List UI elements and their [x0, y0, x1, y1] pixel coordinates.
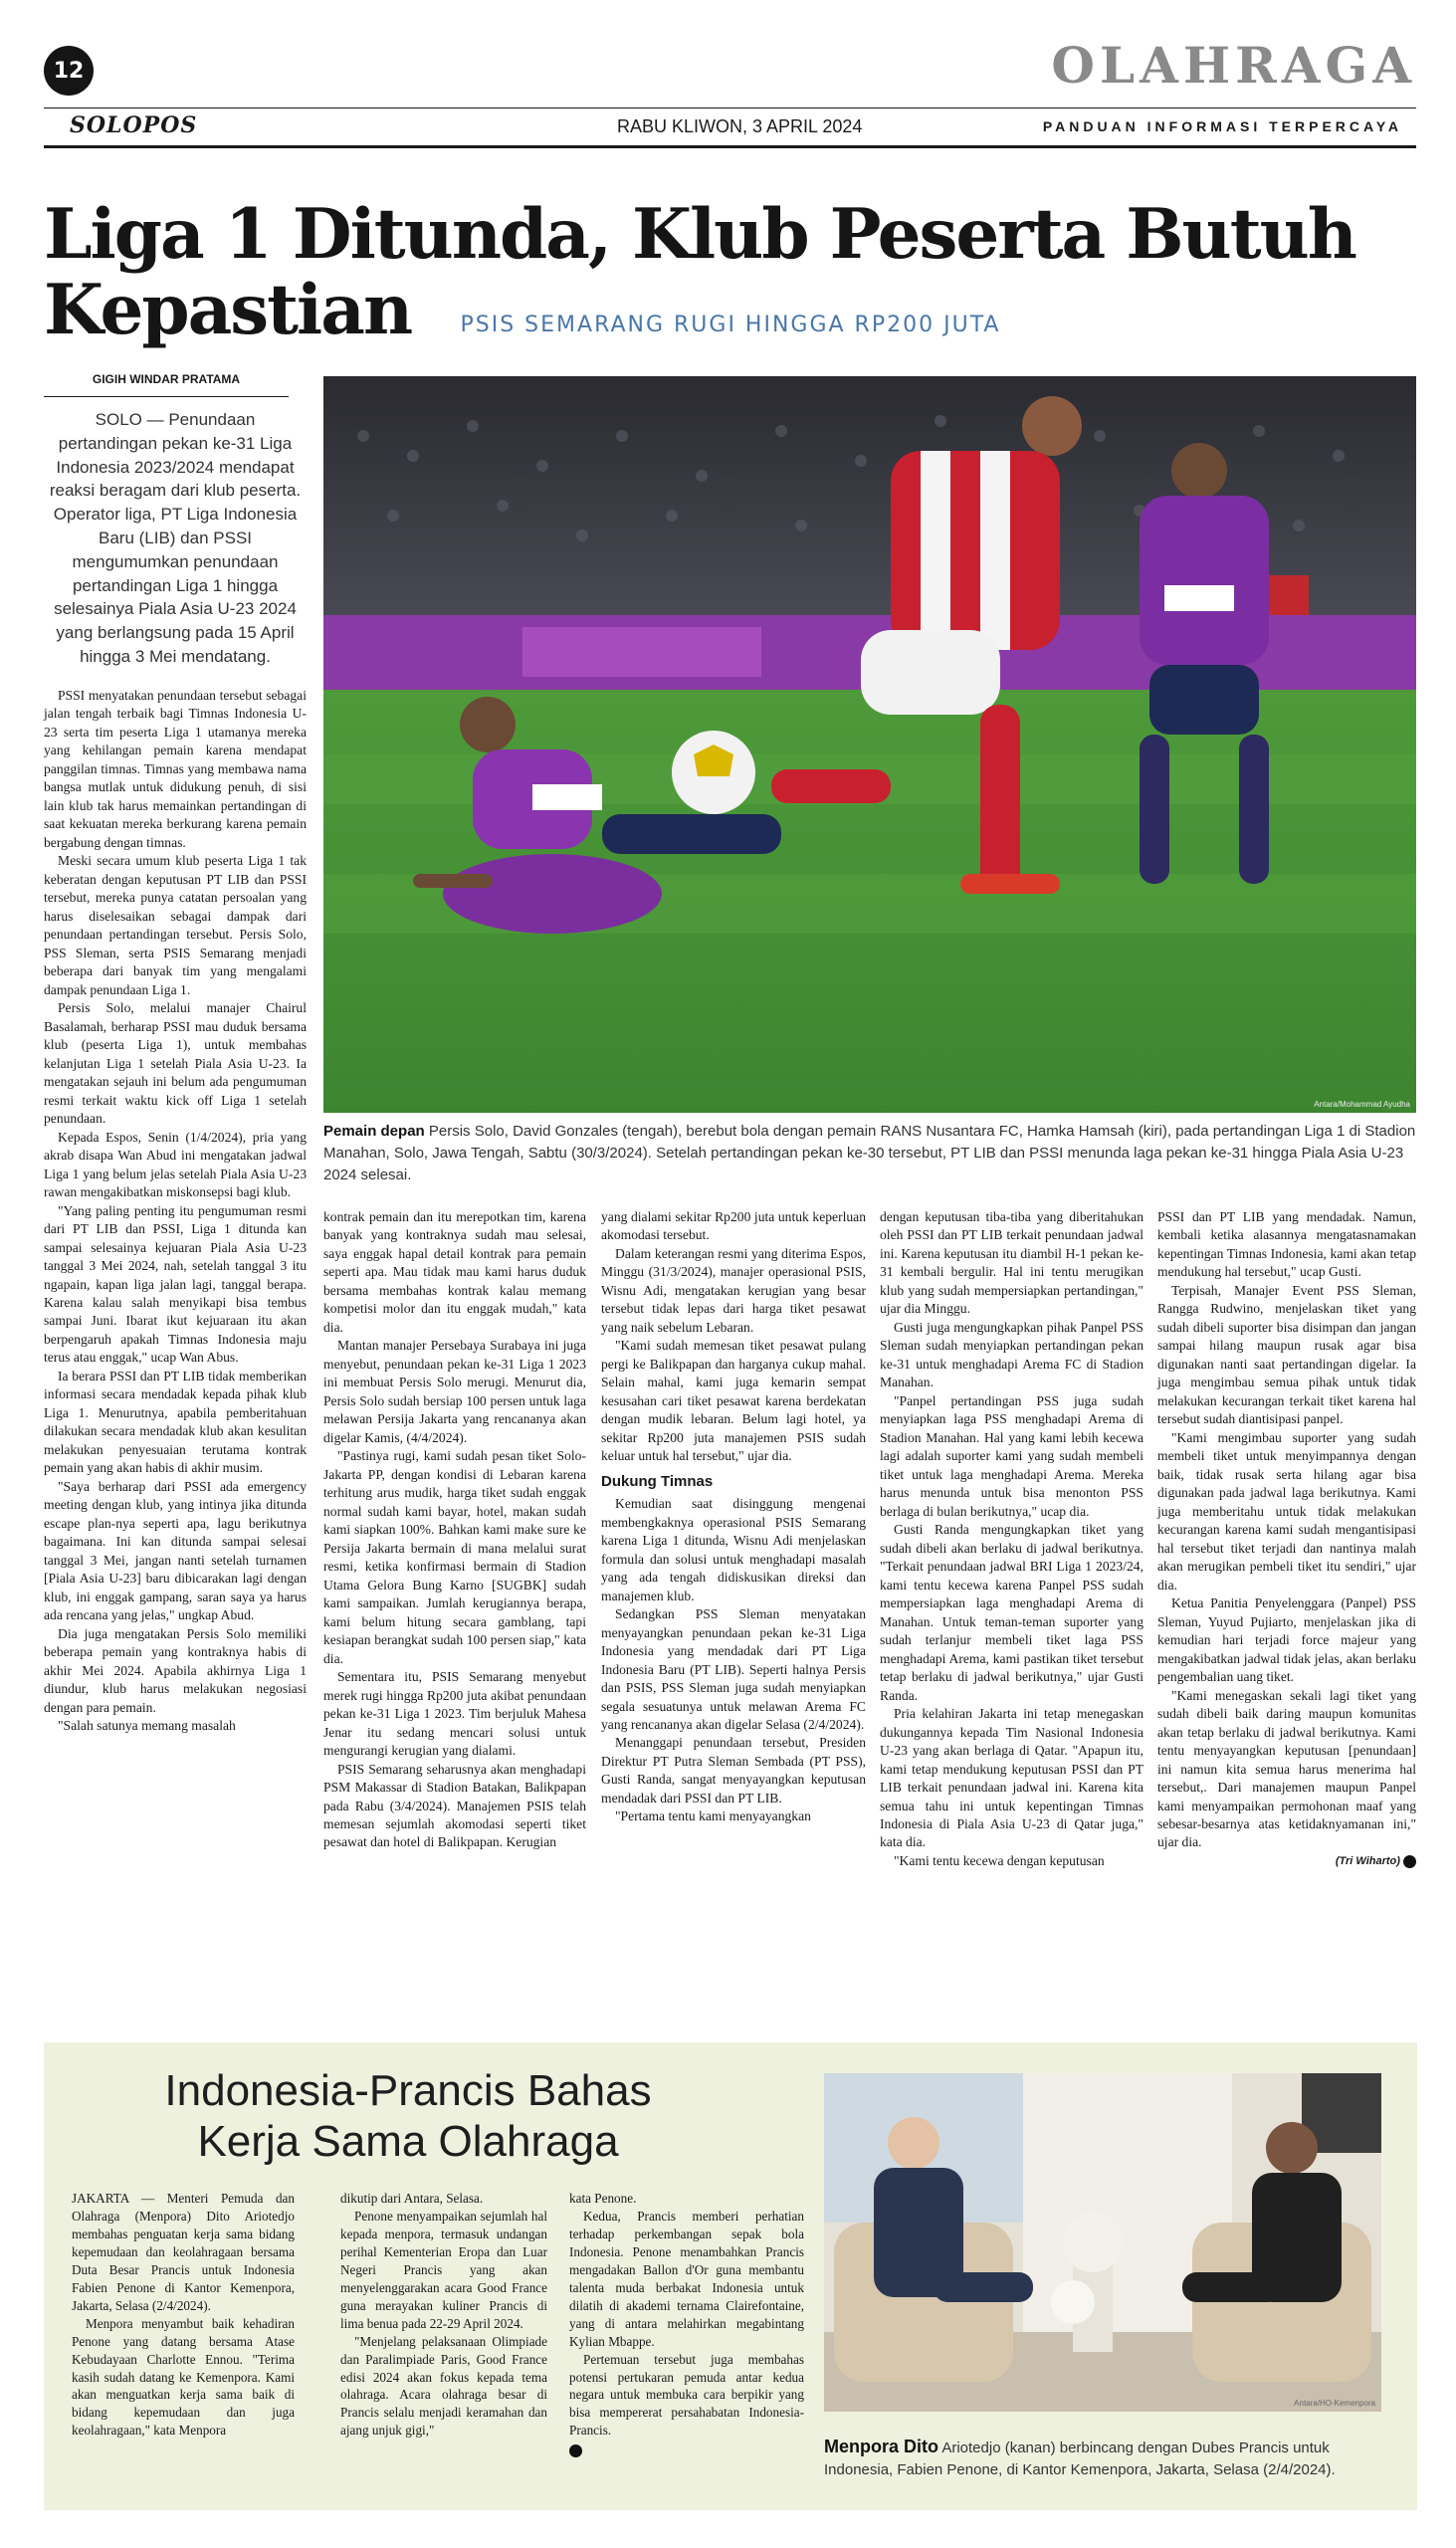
paragraph: "Kami tentu kecewa dengan keputusan	[894, 1852, 1105, 1868]
sidebar-column-1	[72, 2190, 295, 2440]
paragraph: Menpora menyambut baik kehadiran Penone yang datang bersama Atase Kebudayaan Charlotte Ennou. "Terima kasih sudah datang ke Kemenpora. Kami akan menguatkan kerja sama baik di bidang kepemudaan dan juga keolahragaan," kata Menpora	[72, 2315, 295, 2439]
paragraph: Kedua, Prancis memberi perhatian terhadap perkembangan sepak bola Indonesia. Penone menambahkan Prancis mengadakan Ballon d'Or guna membantu talenta muda berbakat Indonesia untuk dilatih di akademi ternama Clairefontaine, yang di antara melahirkan megabintang Kylian Mbappe.	[569, 2208, 804, 2349]
section-title: OLAHRAGA	[1051, 36, 1416, 95]
article-column-2	[323, 1208, 586, 1852]
sidebar-caption	[824, 2435, 1391, 2480]
paragraph: Gusti Randa mengungkapkan tiket yang sudah dibeli akan berlaku di jadwal berikutnya. "Terkait penundaan jadwal BRI Liga 1 2023/24, kami tentu kecewa karena Panpel PSS sudah mempersiapkan laga menghadapi Arema di Manahan. Untuk teman-teman suporter yang sudah terlanjur membeli tiket laga PSS menghadapi Arema, kami pastikan tiket tersebut tetap berlaku di jadwal berikutnya," ujar Gusti Randa.	[880, 1522, 1144, 1703]
sidebar-column-2	[340, 2190, 547, 2440]
paragraph: kata Penone.	[569, 2191, 637, 2206]
paragraph: Gusti juga mengungkapkan pihak Panpel PSS Sleman sudah menyiapkan pertandingan pekan ke-31 untuk menghadapi Arema FC di Stadion Manahan.	[880, 1319, 1144, 1390]
sidebar-photo-credit: Antara/HO-Kemenpora	[1294, 2399, 1375, 2408]
article-column-4	[880, 1208, 1144, 1870]
photo-credit: Antara/Mohammad Ayudha	[1314, 1100, 1410, 1109]
end-mark-icon	[569, 2444, 582, 2457]
paragraph: "Pertama tentu kami menyayangkan	[615, 1808, 811, 1824]
paragraph: Dia juga mengatakan Persis Solo memiliki beberapa pemain yang kontraknya habis di akhir Mei 2024. Apabila akhirnya Liga 1 diundur, klub harus melakukan negosiasi dengan para pemain.	[44, 1625, 307, 1715]
paragraph: Menanggapi penundaan tersebut, Presiden Direktur PT Putra Sleman Sembada (PT PSS), Gusti Randa, sangat menyayangkan keputusan mendadak dari PSSI dan PT LIB.	[601, 1735, 866, 1805]
article-headline: Liga 1 Ditunda, Klub Peserta Butuh Kepastian	[44, 194, 1355, 350]
paragraph: Pertemuan tersebut juga membahas potensi pertukaran pemuda antar kedua negara untuk membuka cara berpikir yang bisa mempererat persahabatan Indonesia-Prancis.	[569, 2351, 804, 2439]
caption-title: Pemain depan	[323, 1123, 425, 1140]
paragraph: Meski secara umum klub peserta Liga 1 tak keberatan dengan keputusan PT LIB dan PSSI tersebut, mereka punya catatan persoalan yang harus diselesaikan sebagai dampak dari penundaan pertandingan tersebut. Persis Solo, PSS Sleman, serta PSIS Semarang menjadi beberapa dari banyak tim yang mengalami dampak penundaan Liga 1.	[44, 853, 307, 997]
byline: GIGIH WINDAR PRATAMA	[92, 372, 241, 386]
paragraph: Terpisah, Manajer Event PSS Sleman, Rangga Rudwino, menjelaskan tiket yang sudah dibeli suporter bisa disimpan dan jangan sampai hilang maupun rusak agar bisa digunakan nanti saat pertandingan digelar. Ia juga mengimbau semua pihak untuk tidak melakukan kecurangan terkait tiket karena hal tersebut sudah diantisipasi panpel.	[1157, 1282, 1416, 1427]
paragraph: dikutip dari Antara, Selasa.	[340, 2191, 484, 2206]
paragraph: "Salah satunya memang masalah	[58, 1718, 236, 1734]
paragraph: PSSI menyatakan penundaan tersebut sebagai jalan tengah terbaik bagi Timnas Indonesia U-23 serta tim peserta Liga 1 utamanya mereka yang kehilangan pemain karena mendapat panggilan timnas. Timnas yang membawa nama bangsa mutlak untuk didukung penuh, di sisi lain klub tak harus memainkan pertandingan di saat kekuatan mereka berkurang karena pemain bergabung dengan timnas.	[44, 688, 307, 850]
sidebar-column-3	[569, 2190, 804, 2457]
signoff	[1157, 1854, 1416, 1869]
caption-text: Persis Solo, David Gonzales (tengah), berebut bola dengan pemain RANS Nusantara FC, Hamka Hamsah (kiri), pada pertandingan Liga 1 di Stadion Manahan, Solo, Jawa Tengah, Sabtu (30/3/2024). Setelah pertandingan pekan ke-30 tersebut, PT LIB dan PSSI menunda laga pekan ke-31 hingga Piala Asia U-23 2024 selesai.	[323, 1123, 1416, 1183]
paragraph: Pria kelahiran Jakarta ini tetap menegaskan dukungannya kepada Tim Nasional Indonesia U-23 yang akan berlaga di Qatar. "Apapun itu, kami tetap mendukung keputusan PSSI dan PT LIB terkait penundaan jadwal ini. Karena kita semua tahu ini untuk kepentingan Timnas Indonesia di Piala Asia U-23 di Qatar juga," kata dia.	[880, 1706, 1144, 1850]
paragraph: "Menjelang pelaksanaan Olimpiade dan Paralimpiade Paris, Good France edisi 2024 akan fokus kepada tema olahraga. Acara olahraga besar di Prancis selalu menjadi keramahan dan ajang unjuk gigi,"	[340, 2333, 547, 2439]
paragraph: Dalam keterangan resmi yang diterima Espos, Minggu (31/3/2024), manajer operasional PSIS, Wisnu Adi, mengatakan kerugian yang besar tersebut tidak lepas dari harga tiket pesawat yang naik sebelum Lebaran.	[601, 1245, 866, 1335]
newspaper-logo: SOLOPOS	[70, 112, 198, 138]
paragraph: JAKARTA — Menteri Pemuda dan Olahraga (Menpora) Dito Ariotedjo membahas penguatan kerja sama bidang kepemudaan dan keolahragaan bersama Duta Besar Prancis untuk Indonesia Fabien Penone di Kantor Kemenpora, Jakarta, Selasa (2/4/2024).	[72, 2191, 295, 2313]
photo-caption	[323, 1121, 1416, 1185]
paragraph: "Panpel pertandingan PSS juga sudah menyiapkan laga PSS menghadapi Arema di Stadion Manahan. Hal yang kami lebih kecewa lagi adalah suporter kami yang sudah membeli tiket untuk laga menghadapi Arema. Mereka harus menunda untuk bisa menonton PSS berlaga di bulan berikutnya," ucap dia.	[880, 1392, 1144, 1519]
meeting-illustration	[824, 2073, 1381, 2412]
header-rule-top	[44, 107, 1416, 108]
sidebar-headline: Indonesia-Prancis Bahas Kerja Sama Olahraga	[164, 2066, 652, 2167]
signoff-text: (Tri Wiharto)	[1335, 1854, 1400, 1867]
sidebar-photo	[824, 2073, 1381, 2412]
article-column-5	[1157, 1208, 1416, 1869]
article-lede: SOLO — Penundaan pertandingan pekan ke-31 Liga Indonesia 2023/2024 mendapat reaksi beragam dari klub peserta. Operator liga, PT Liga Indonesia Baru (LIB) dan PSSI mengumumkan penundaan pertandingan Liga 1 hingga selesainya Piala Asia U-23 2024 yang berlangsung pada 15 April hingga 3 Mei mendatang.	[49, 410, 302, 666]
paragraph: Kemudian saat disinggung mengenai membengkaknya operasional PSIS Semarang karena Liga 1 ditunda, Wisnu Adi menjelaskan formula dan solusi untuk menghadapi masalah yang ada tengah didiskusikan direksi dan manajemen klub.	[601, 1496, 866, 1603]
end-mark-icon	[1403, 1855, 1416, 1868]
paragraph: Persis Solo, melalui manajer Chairul Basalamah, berharap PSSI mau duduk bersama klub (peserta Liga 1), untuk membahas kelanjutan Liga 1 setelah Piala Asia U-23. Ia mengatakan sejauh ini belum ada pengumuman resmi terkait waktu kick off Liga 1 setelah penundaan.	[44, 1000, 307, 1127]
paragraph: "Kami menegaskan sekali lagi tiket yang sudah dibeli baik daring maupun komunitas akan tetap berlaku di jadwal berikutnya. Kami tentu menyayangkan keputusan [penundaan] ini namun kita semua harus menerima hal tersebut,. Dari manajemen maupun Panpel kami menyampaikan permohonan maaf yang sebesar-besarnya atas ketidaknyamanan ini," ujar dia.	[1157, 1687, 1416, 1850]
paragraph: Ia berara PSSI dan PT LIB tidak memberikan informasi secara mendadak kepada pihak klub Liga 1. Menurutnya, apabila pemberitahuan dilakukan secara mendadak klub akan kesulitan melakukan penyesuaian terutama kontrak pemain yang akan habis di akhir musim.	[44, 1368, 307, 1476]
issue-date: RABU KLIWON, 3 APRIL 2024	[617, 116, 863, 136]
paragraph: "Kami sudah memesan tiket pesawat pulang pergi ke Balikpapan dan harganya cukup mahal. Selain mahal, kami juga kemarin sempat kesusahan cari tiket pesawat karena berdekatan dengan mudik lebaran. Belum lagi hotel, ya sekitar Rp200 juta manajemen PSIS sudah keluar untuk hal tersebut," ujar dia.	[601, 1338, 866, 1464]
paragraph: yang dialami sekitar Rp200 juta untuk keperluan akomodasi tersebut.	[601, 1209, 866, 1243]
article-column-1	[44, 687, 307, 1736]
paragraph: Kepada Espos, Senin (1/4/2024), pria yang akrab disapa Wan Abud ini mengatakan jadwal Liga 1 yang belum jelas setelah Piala Asia U-23 rawan mengakibatkan miskonsepsi bagi klub.	[44, 1129, 307, 1200]
paragraph: Penone menyampaikan sejumlah hal kepada menpora, termasuk undangan perihal Kementerian Eropa dan Luar Negeri Prancis yang akan menyelenggarakan acara Good France guna merayakan kuliner Prancis di lima benua pada 22-29 April 2024.	[340, 2208, 547, 2331]
paragraph: "Pastinya rugi, kami sudah pesan tiket Solo-Jakarta PP, dengan kondisi di Lebaran karena terhitung arus mudik, harga tiket sudah enggak normal sudah kami bayar, hotel, makan sudah kami siapkan 100%. Bahkan kami make sure ke Persija Jakarta bermain di mana melalui surat resmi, ketika konfirmasi bermain di Stadion Utama Gelora Bung Karno [SUGBK] sudah kami sampaikan. Jumlah kerugiannya berapa, kami belum hitung secara gamblang, tapi kesiapan berangkat sudah 100 persen siap," kata dia.	[323, 1448, 586, 1666]
article-subheadline: PSIS SEMARANG RUGI HINGGA RP200 JUTA	[460, 313, 1001, 337]
paragraph: "Kami mengimbau suporter yang sudah membeli tiket untuk menyimpannya dengan baik, tidak rusak serta hilang agar bisa digunakan pada jadwal laga berikutnya. Kami juga memberitahu untuk tidak melakukan kecurangan karena kami sudah mengantisipasi hal tersebut tiket terjadi dan nantinya malah akan merugikan pembeli tiket itu sendiri," ujar dia.	[1157, 1429, 1416, 1592]
page-number: 12	[44, 46, 94, 96]
paragraph: kontrak pemain dan itu merepotkan tim, karena banyak yang kontraknya sudah mau selesai, saya enggak hapal detail kontrak para pemain seperti apa. Mau tidak mau kami harus duduk bersama membahas kontrak kalau memang kompetisi molor dan itu enggak mudah," kata dia.	[323, 1209, 586, 1335]
football-match-illustration	[323, 376, 1416, 1113]
article-column-3	[601, 1208, 866, 1826]
tagline: PANDUAN INFORMASI TERPERCAYA	[1042, 118, 1402, 134]
paragraph: Mantan manajer Persebaya Surabaya ini juga menyebut, penundaan pekan ke-31 Liga 1 2023 ini membuat Persis Solo merugi. Menurut dia, Persis Solo sudah bersiap 100 persen untuk laga melawan Persija Jakarta yang rencananya akan digelar Kamis, (4/4/2024).	[323, 1338, 586, 1445]
header-rule-bottom	[44, 145, 1416, 148]
paragraph: "Yang paling penting itu pengumuman resmi dari PT LIB dan PSSI, Liga 1 ditunda kan sampai selesainya kejuaran Piala Asia U-23 tanggal 3 Mei 2024, nah, setelah tanggal 3 itu ngapain, kapan liga jalan lagi, tanggal berapa. Karena kalau salah menyikapi bisa tembus sampai Juni. Ibarat ikut kejuaraan itu akan berpengaruh apakah Timnas Indonesia maju terus atau enggak," ucap Wan Abus.	[44, 1202, 307, 1366]
paragraph: Sedangkan PSS Sleman menyatakan menyayangkan penundaan pekan ke-31 Liga Indonesia yang mendadak dari PT Liga Indonesia Baru (PT LIB). Seperti halnya Persis dan PSIS, PSS Sleman juga sudah menyiapkan segala sesuatunya untuk melawan Arema FC yang rencananya akan digelar Selasa (2/4/2024).	[601, 1606, 866, 1732]
sidebar-caption-text: Ariotedjo (kanan) berbincang dengan Dubes Prancis untuk Indonesia, Fabien Penone, di Kantor Kemenpora, Jakarta, Selasa (2/4/2024).	[824, 2440, 1336, 2479]
section-subhead: Dukung Timnas	[601, 1472, 714, 1490]
paragraph: Ketua Panitia Penyelenggara (Panpel) PSS Sleman, Yuyud Pujiarto, menjelaskan jika di kemudian hari terjadi force majeur yang mengakibatkan jadwal tidak jelas, akan berlaku pengembalian uang tiket.	[1157, 1595, 1416, 1685]
paragraph: PSSI dan PT LIB yang mendadak. Namun, kembali ketika alasannya mengatasnamakan kepentingan Timnas Indonesia, kami akan tetap mendukung hal tersebut," ucap Gusti.	[1157, 1209, 1416, 1280]
paragraph: Sementara itu, PSIS Semarang menyebut merek rugi hingga Rp200 juta akibat penundaan pekan ke-31 Liga 1 2023. Tim berjuluk Mahesa Jenar itu sedang mencari solusi untuk mengurangi kerugian yang dialami.	[323, 1669, 586, 1759]
paragraph: "Saya berharap dari PSSI ada emergency meeting dengan klub, yang intinya jika ditunda escape plan-nya seperti apa, lagu berikutnya bagaimana. Ini kan ditunda sampai selesai tanggal 3 Mei, jangan nanti setelah turnamen [Piala Asia U-23] baru dibicarakan lagi dengan klub, ini enggak gampang, saran saya ya harus ada rencana yang jelas," ungkap Abud.	[44, 1478, 307, 1623]
main-photo	[323, 376, 1416, 1113]
sidebar-caption-title: Menpora Dito	[824, 2437, 938, 2456]
paragraph: PSIS Semarang seharusnya akan menghadapi PSM Makassar di Stadion Batakan, Balikpapan pada Rabu (3/4/2024). Manajemen PSIS telah memesan sejumlah akomodasi seperti tiket pesawat dan hotel di Balikpapan. Kerugian	[323, 1761, 586, 1850]
paragraph: dengan keputusan tiba-tiba yang diberitahukan oleh PSSI dan PT LIB terkait penundaan jadwal ini. Karena keputusan itu diambil H-1 pekan ke-31 kembali bergulir. Hal ini tentu merugikan klub yang sudah mempersiapkan pertandingan," ujar dia Minggu.	[880, 1209, 1144, 1317]
byline-rule	[44, 396, 289, 397]
